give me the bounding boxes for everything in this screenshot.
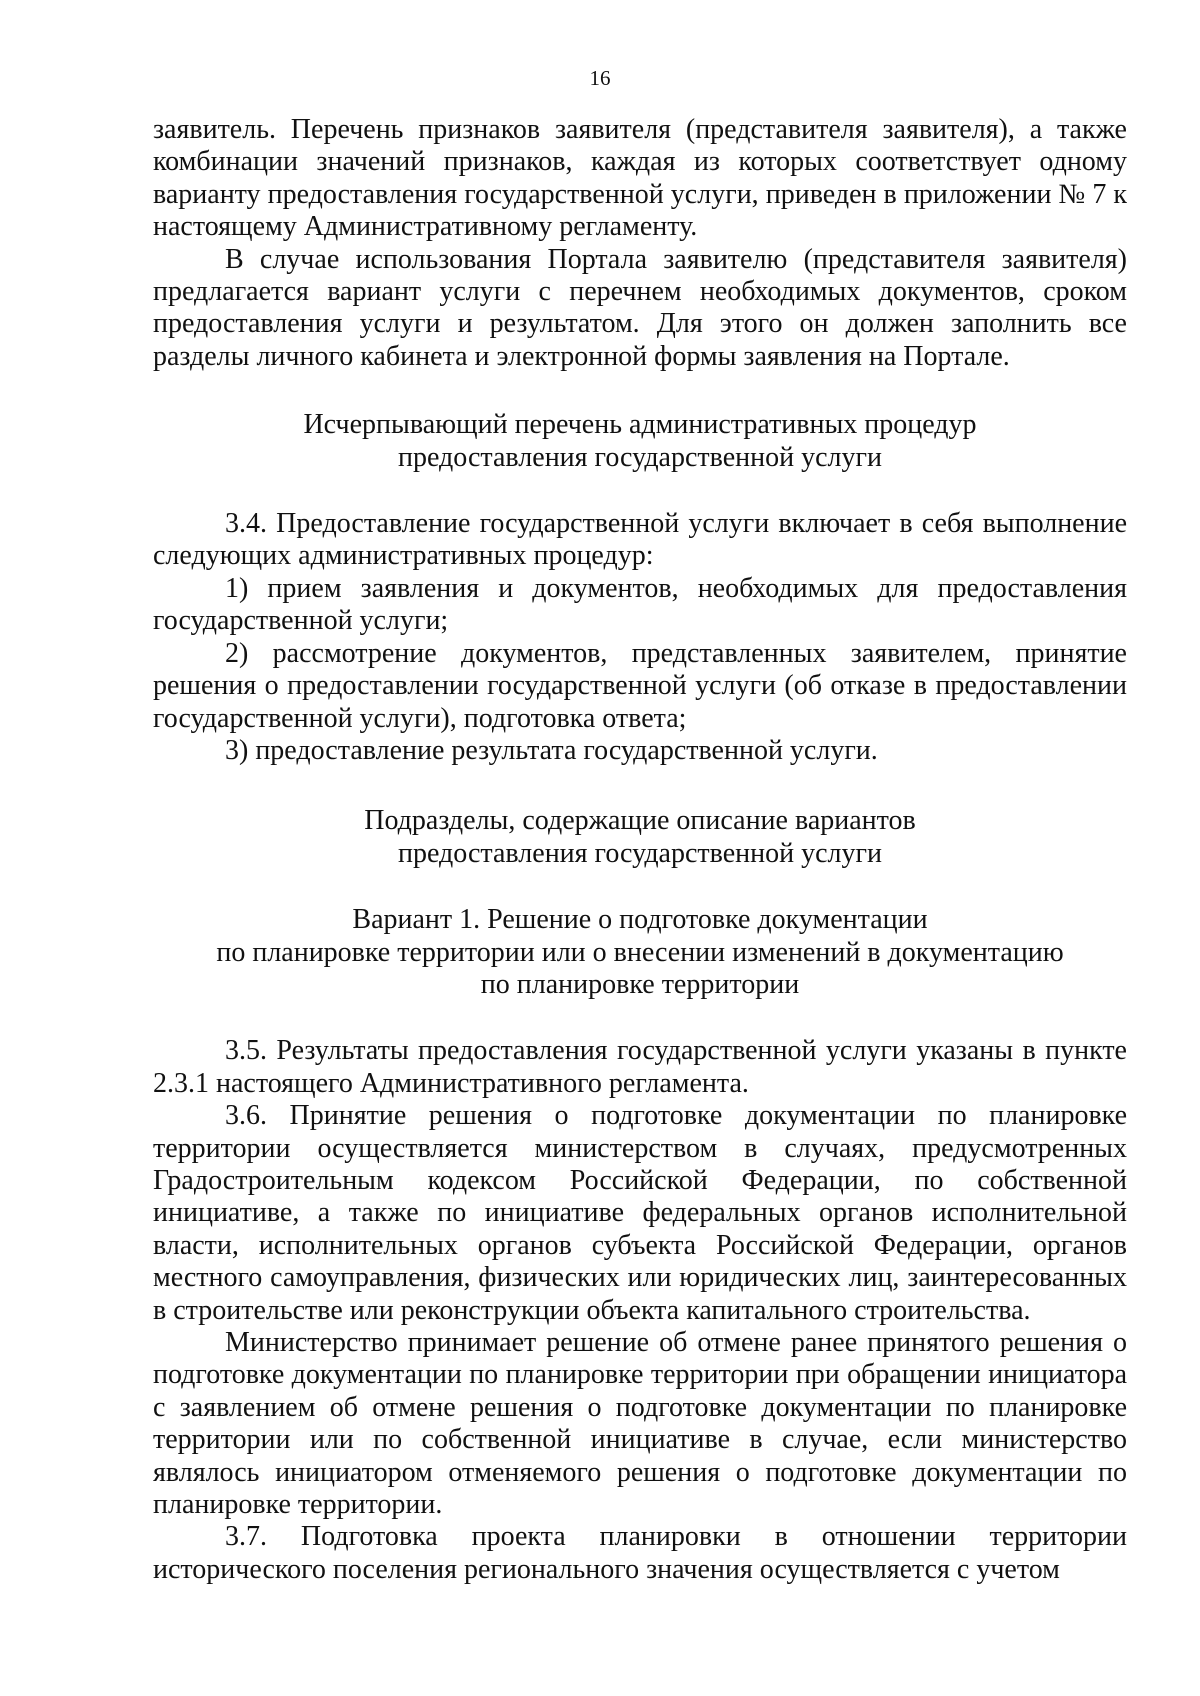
paragraph-3-5: 3.5. Результаты предоставления государственной услуги указаны в пункте 2.3.1 настоящего Административного регламента. (153, 1035, 1127, 1099)
list-item-2: 2) рассмотрение документов, представленных заявителем, принятие решения о предоставлении государственной услуги (об отказе в предоставлении государственной услуги), подготовка ответа; (153, 637, 1127, 734)
paragraph-3-6: 3.6. Принятие решения о подготовке документации по планировке территории осуществляется министерством в случаях, предусмотренных Градостроительным кодексом Российской Федерации, по собственной инициативе, а также по инициативе федеральных органов исполнительной власти, исполнительных органов субъекта Российской Федерации, органов местного самоуправления, физических или юридических лиц, заинтересованных в строительстве или реконструкции объекта капитального строительства. (153, 1100, 1127, 1326)
heading-variant-1: Вариант 1. Решение о подготовке документации по планировке территории или о внесении изменений в документацию по планировке территории (216, 904, 1064, 1000)
paragraph-portal-usage: В случае использования Портала заявителю (представителя заявителя) предлагается вариант услуги с перечнем необходимых документов, сроком предоставления услуги и результатом. Для этого он должен заполнить все разделы личного кабинета и электронной формы заявления на Портале. (153, 243, 1127, 372)
paragraph-3-4: 3.4. Предоставление государственной услуги включает в себя выполнение следующих административных процедур: (153, 508, 1127, 572)
list-item-3: 3) предоставление результата государственной услуги. (225, 734, 878, 766)
paragraph-ministry-cancel: Министерство принимает решение об отмене ранее принятого решения о подготовке документации по планировке территории при обращении инициатора с заявлением об отмене решения о подготовке документации по планировке территории или по собственной инициативе в случае, если министерство являлось инициатором отменяемого решения о подготовке документации по планировке территории. (153, 1327, 1127, 1521)
heading-admin-procedures: Исчерпывающий перечень административных процедур предоставления государственной услуги (303, 409, 977, 473)
list-item-1: 1) прием заявления и документов, необходимых для предоставления государственной услуги; (153, 572, 1127, 637)
page-number: 16 (589, 66, 611, 90)
document-body (153, 114, 1127, 1586)
heading-subsections: Подразделы, содержащие описание вариантов предоставления государственной услуги (364, 805, 916, 869)
paragraph-3-7: 3.7. Подготовка проекта планировки в отношении территории исторического поселения регионального значения осуществляется с учетом (153, 1521, 1127, 1585)
paragraph-applicant-signs: заявитель. Перечень признаков заявителя (представителя заявителя), а также комбинации значений признаков, каждая из которых соответствует одному варианту предоставления государственной услуги, приведен в приложении № 7 к настоящему Административному регламенту. (153, 114, 1127, 243)
